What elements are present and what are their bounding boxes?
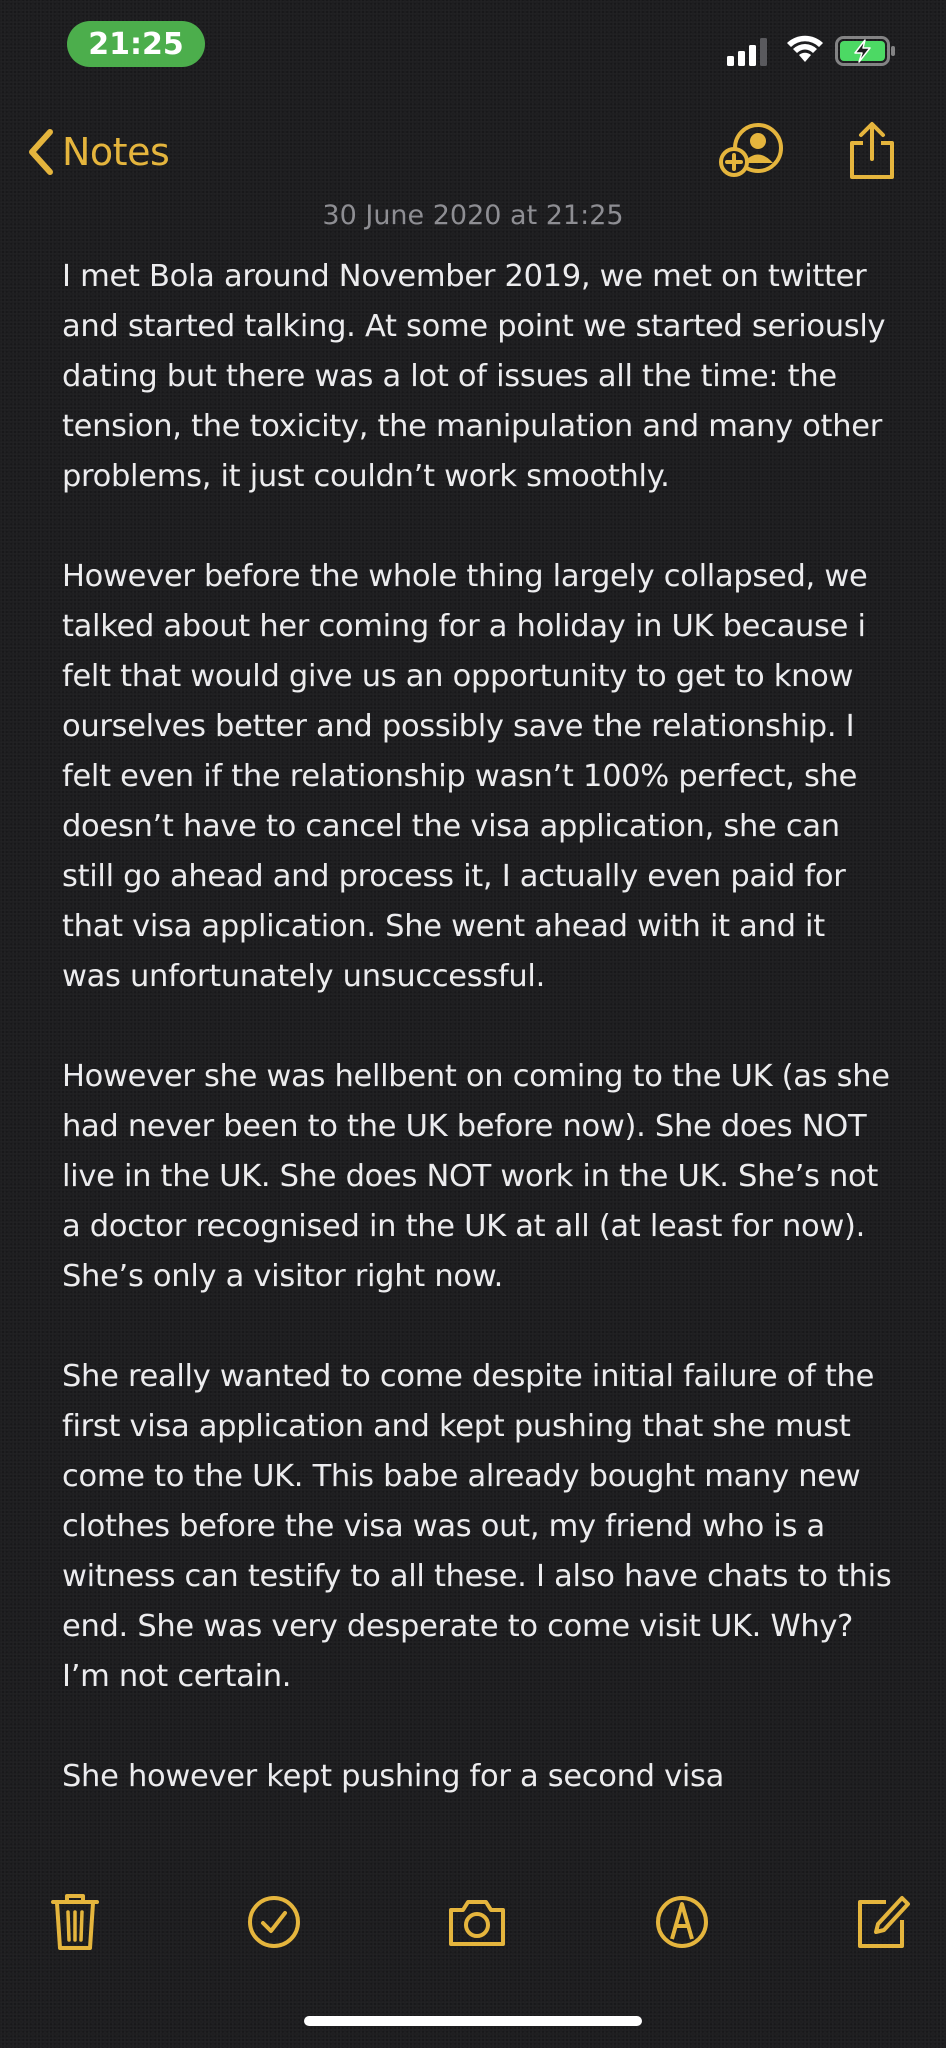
signal-icon [727, 38, 771, 66]
status-bar [0, 0, 946, 90]
delete-button[interactable] [45, 1890, 105, 1954]
bottom-toolbar [0, 1890, 946, 1954]
note-date: 30 June 2020 at 21:25 [322, 200, 624, 231]
note-paragraph: However she was hellbent on coming to the UK (as she had never been to the UK before now). She does NOT live in the UK. She does NOT work in the UK. She’s not a doctor recognised in the UK at all (at least for now). She’s only a visitor right now. [62, 1059, 890, 1294]
home-indicator [304, 2016, 642, 2026]
compose-icon [852, 1890, 912, 1954]
note-paragraph: However before the whole thing largely collapsed, we talked about her coming for a holiday in UK because i felt that would give us an opportunity to get to know ourselves better and possibly save the relationship. I felt even if the relationship wasn’t 100% perfect, she doesn’t have to cancel the visa application, she can still go ahead and process it, I actually even paid for that visa application. She went ahead with it and it was unfortunately unsuccessful. [62, 559, 868, 994]
camera-icon [447, 1890, 507, 1954]
chevron-left-icon [26, 127, 56, 177]
camera-button[interactable] [447, 1890, 507, 1954]
markup-icon [652, 1890, 712, 1954]
back-button[interactable] [26, 124, 169, 180]
add-people-icon[interactable] [719, 122, 785, 178]
share-icon[interactable] [846, 121, 898, 181]
note-paragraph: She however kept pushing for a second visa [62, 1759, 725, 1794]
wifi-icon [785, 33, 825, 65]
checklist-button[interactable] [244, 1890, 304, 1954]
compose-button[interactable] [852, 1890, 912, 1954]
note-body[interactable] [62, 252, 892, 1842]
status-time: 21:25 [67, 21, 205, 67]
note-paragraph: I met Bola around November 2019, we met on twitter and started talking. At some point we started seriously dating but there was a lot of issues all the time: the tension, the toxicity, the manipulation and many other problems, it just couldn’t work smoothly. [62, 259, 886, 494]
checklist-icon [244, 1890, 304, 1954]
note-paragraph: She really wanted to come despite initial failure of the first visa application and kept pushing that she must come to the UK. This babe already bought many new clothes before the visa was out, my friend who is a witness can testify to all these. I also have chats to this end. She was very desperate to come visit UK. Why? I’m not certain. [62, 1359, 892, 1694]
trash-icon [45, 1890, 105, 1954]
markup-button[interactable] [652, 1890, 712, 1954]
back-button-label: Notes [62, 130, 170, 174]
battery-charging-icon [835, 36, 897, 66]
